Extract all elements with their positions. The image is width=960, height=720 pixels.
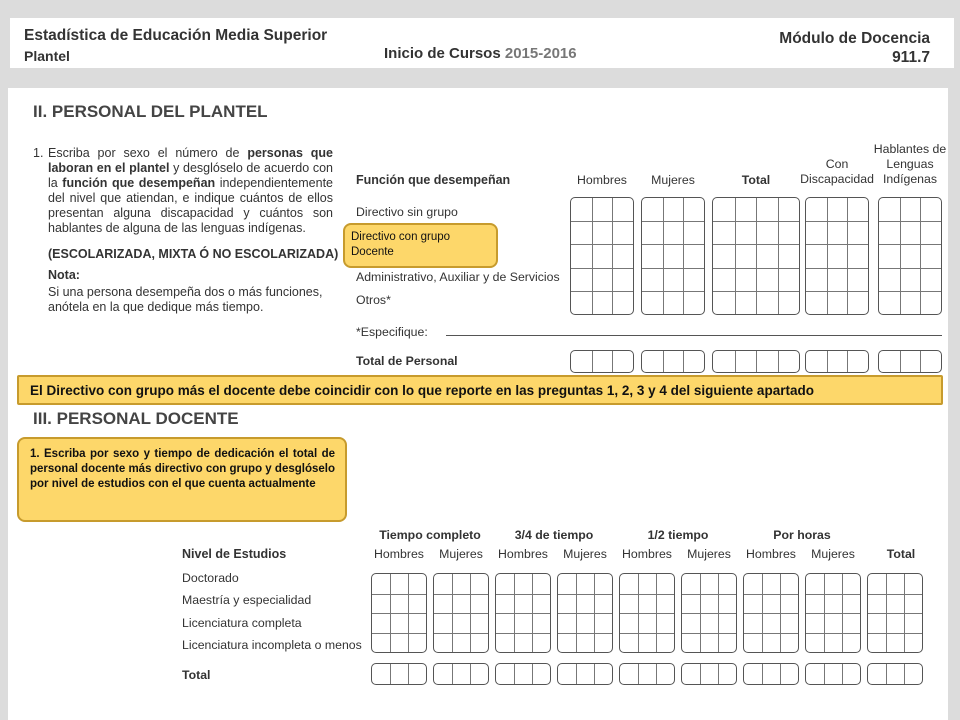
grid-divider (638, 664, 639, 684)
digit-input-grid[interactable] (495, 663, 551, 685)
grid-divider (806, 244, 868, 245)
question-number: 1. (33, 146, 44, 160)
row-directivo-sin-grupo: Directivo sin grupo (356, 205, 458, 219)
grid-divider (904, 664, 905, 684)
grid-divider (806, 613, 860, 614)
study-level-title: Nivel de Estudios (182, 547, 287, 561)
row-licenciatura-completa: Licenciatura completa (182, 616, 302, 630)
digit-input-grid[interactable] (371, 573, 427, 653)
grid-divider (682, 594, 736, 595)
group-header: 3/4 de tiempo (514, 528, 594, 542)
note-title: Nota: (48, 268, 80, 282)
grid-divider (571, 291, 633, 292)
section-2-heading: II. PERSONAL DEL PLANTEL (33, 102, 268, 121)
grid-divider (434, 633, 488, 634)
col-women: Mujeres (811, 547, 855, 561)
col-men: Hombres (374, 547, 424, 561)
digit-input-grid[interactable] (712, 197, 800, 315)
grid-divider (496, 633, 550, 634)
grid-divider (372, 594, 426, 595)
col-indigenous: Hablantes de Lenguas Indígenas (873, 142, 947, 186)
instruction-banner: El Directivo con grupo más el docente debe coincidir con lo que reporte en las preguntas 1, 2, 3 y 4 del siguiente apartado (17, 375, 943, 405)
form-subtitle: Plantel (24, 48, 70, 64)
course-cycle (384, 45, 577, 62)
grid-divider (642, 268, 704, 269)
grid-divider (592, 351, 593, 372)
grid-divider (868, 594, 922, 595)
grid-divider (571, 221, 633, 222)
grid-divider (663, 351, 664, 372)
form-title: Estadística de Educación Media Superior (24, 27, 328, 44)
grid-divider (744, 594, 798, 595)
grid-divider (682, 613, 736, 614)
grid-divider (735, 198, 736, 314)
module-code: 911.7 (892, 49, 930, 66)
grid-divider (571, 244, 633, 245)
grid-divider (470, 664, 471, 684)
digit-input-grid[interactable] (878, 197, 942, 315)
grid-divider (778, 198, 779, 314)
grid-divider (718, 664, 719, 684)
grid-divider (434, 594, 488, 595)
grid-divider (868, 633, 922, 634)
specify-label: *Especifique: (356, 325, 428, 339)
form-header (10, 18, 954, 68)
grid-divider (920, 351, 921, 372)
col-total: Total (741, 173, 771, 187)
col-women: Mujeres (439, 547, 483, 561)
col-total: Total (886, 547, 916, 561)
grid-divider (656, 664, 657, 684)
digit-input-grid[interactable] (570, 350, 634, 373)
grid-divider (612, 351, 613, 372)
callout-question-1: 1. Escriba por sexo y tiempo de dedicación el total de personal docente más directivo con grupo y desglóselo por nivel de estudios con el que cuenta actualmente (17, 437, 347, 522)
grid-divider (847, 198, 848, 314)
digit-input-grid[interactable] (557, 573, 613, 653)
grid-divider (372, 613, 426, 614)
grid-divider (744, 613, 798, 614)
grid-divider (879, 221, 941, 222)
digit-input-grid[interactable] (805, 663, 861, 685)
row-otros: Otros* (356, 293, 391, 307)
callout-line-2: Docente (351, 246, 394, 258)
row-doctorado: Doctorado (182, 571, 239, 585)
modality-label: (ESCOLARIZADA, MIXTA Ó NO ESCOLARIZADA) (48, 247, 339, 261)
col-men: Hombres (498, 547, 548, 561)
digit-input-grid[interactable] (570, 197, 634, 315)
total-row-label: Total (182, 668, 211, 682)
course-label: Inicio de Cursos (384, 45, 501, 62)
col-men: Hombres (577, 173, 627, 187)
grid-divider (762, 664, 763, 684)
grid-divider (452, 664, 453, 684)
grid-divider (558, 613, 612, 614)
grid-divider (663, 198, 664, 314)
function-table-title: Función que desempeñan (356, 173, 511, 187)
grid-divider (592, 198, 593, 314)
total-personal-label: Total de Personal (356, 354, 458, 368)
row-licenciatura-incompleta: Licenciatura incompleta o menos (182, 638, 362, 652)
group-header: Por horas (773, 528, 831, 542)
callout-directivo-docente (343, 223, 498, 268)
note-text: Si una persona desempeña dos o más funciones, anótela en la que dedique más tiempo. (48, 285, 323, 314)
grid-divider (900, 198, 901, 314)
section-3-heading: III. PERSONAL DOCENTE (33, 409, 239, 428)
digit-input-grid[interactable] (495, 573, 551, 653)
grid-divider (642, 291, 704, 292)
grid-divider (682, 633, 736, 634)
digit-input-grid[interactable] (805, 197, 869, 315)
digit-input-grid[interactable] (743, 573, 799, 653)
grid-divider (514, 664, 515, 684)
digit-input-grid[interactable] (681, 573, 737, 653)
grid-divider (827, 351, 828, 372)
grid-divider (847, 351, 848, 372)
grid-divider (532, 664, 533, 684)
grid-divider (806, 268, 868, 269)
grid-divider (735, 351, 736, 372)
digit-input-grid[interactable] (878, 350, 942, 373)
col-men: Hombres (746, 547, 796, 561)
grid-divider (683, 198, 684, 314)
grid-divider (806, 221, 868, 222)
grid-divider (713, 268, 799, 269)
grid-divider (434, 613, 488, 614)
grid-divider (806, 594, 860, 595)
digit-input-grid[interactable] (867, 573, 923, 653)
grid-divider (496, 594, 550, 595)
grid-divider (683, 351, 684, 372)
group-header: 1/2 tiempo (647, 528, 709, 542)
grid-divider (827, 198, 828, 314)
grid-divider (372, 633, 426, 634)
grid-divider (824, 664, 825, 684)
digit-input-grid[interactable] (619, 663, 675, 685)
grid-divider (558, 633, 612, 634)
grid-divider (571, 268, 633, 269)
grid-divider (620, 613, 674, 614)
grid-divider (778, 351, 779, 372)
grid-divider (620, 594, 674, 595)
grid-divider (408, 664, 409, 684)
row-maestria: Maestría y especialidad (182, 593, 312, 607)
digit-input-grid[interactable] (867, 663, 923, 685)
digit-input-grid[interactable] (641, 197, 705, 315)
col-disability: Con Discapacidad (800, 157, 874, 186)
callout-line-1: Directivo con grupo (351, 231, 451, 243)
grid-divider (576, 664, 577, 684)
grid-divider (806, 633, 860, 634)
grid-divider (390, 664, 391, 684)
digit-input-grid[interactable] (433, 663, 489, 685)
grid-divider (756, 198, 757, 314)
grid-divider (756, 351, 757, 372)
digit-input-grid[interactable] (743, 663, 799, 685)
digit-input-grid[interactable] (712, 350, 800, 373)
grid-divider (496, 613, 550, 614)
digit-input-grid[interactable] (805, 573, 861, 653)
col-women: Mujeres (687, 547, 731, 561)
digit-input-grid[interactable] (557, 663, 613, 685)
group-header: Tiempo completo (379, 528, 481, 542)
grid-divider (886, 664, 887, 684)
row-administrativo: Administrativo, Auxiliar y de Servicios (356, 270, 560, 284)
col-women: Mujeres (563, 547, 607, 561)
grid-divider (620, 633, 674, 634)
grid-divider (713, 291, 799, 292)
digit-input-grid[interactable] (619, 573, 675, 653)
grid-divider (879, 291, 941, 292)
course-years: 2015-2016 (504, 45, 577, 62)
specify-line[interactable] (446, 335, 942, 336)
digit-input-grid[interactable] (641, 350, 705, 373)
grid-divider (700, 664, 701, 684)
grid-divider (642, 221, 704, 222)
grid-divider (900, 351, 901, 372)
question-1-text: Escriba por sexo el número de personas que laboran en el plantel y desglóselo de acuerdo con la función que desempeñan independientemente del nivel que atiendan, e indique cuántos de ellos presentan alguna discapacidad y cuántos son hablantes de alguna de las lenguas indígenas. (48, 146, 333, 235)
col-women: Mujeres (651, 173, 695, 187)
grid-divider (558, 594, 612, 595)
grid-divider (744, 633, 798, 634)
digit-input-grid[interactable] (433, 573, 489, 653)
grid-divider (868, 613, 922, 614)
grid-divider (806, 291, 868, 292)
digit-input-grid[interactable] (805, 350, 869, 373)
grid-divider (713, 244, 799, 245)
grid-divider (713, 221, 799, 222)
grid-divider (920, 198, 921, 314)
digit-input-grid[interactable] (681, 663, 737, 685)
module-name: Módulo de Docencia (779, 30, 930, 47)
grid-divider (612, 198, 613, 314)
col-men: Hombres (622, 547, 672, 561)
grid-divider (879, 268, 941, 269)
grid-divider (594, 664, 595, 684)
grid-divider (780, 664, 781, 684)
digit-input-grid[interactable] (371, 663, 427, 685)
grid-divider (842, 664, 843, 684)
grid-divider (642, 244, 704, 245)
grid-divider (879, 244, 941, 245)
